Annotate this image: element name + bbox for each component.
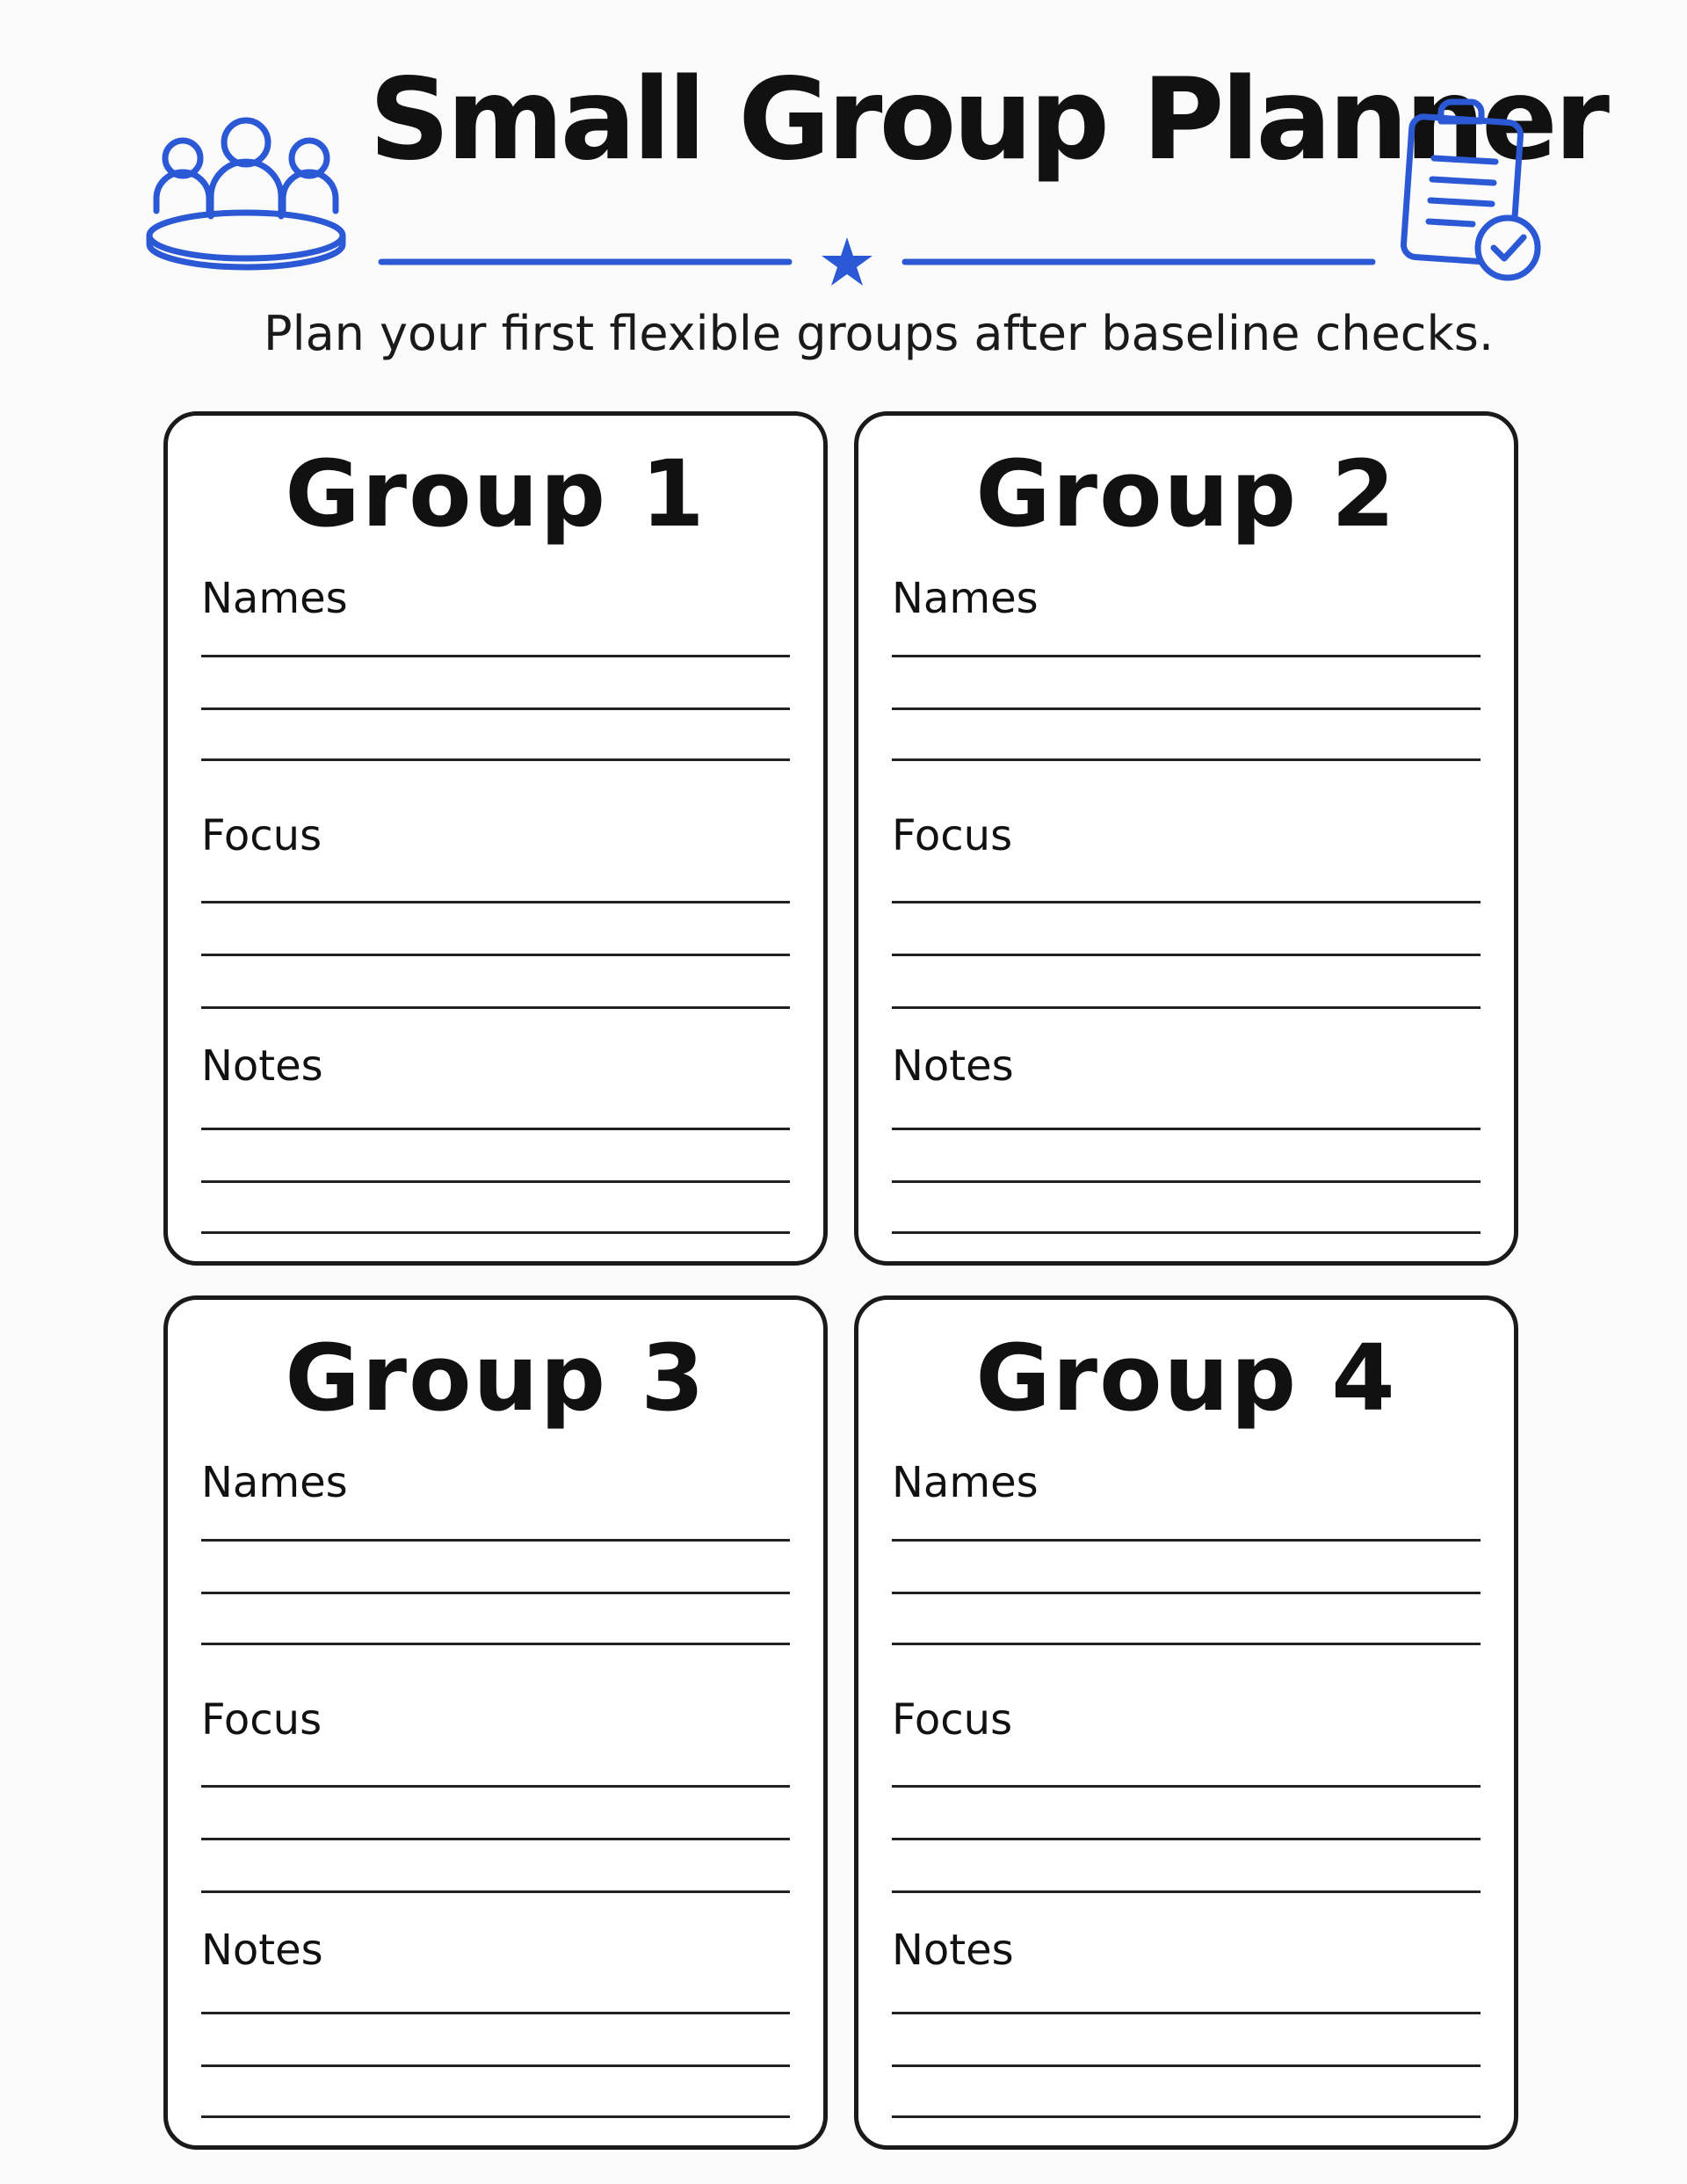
names-label: Names (892, 1458, 1039, 1507)
page-title: Small Group Planner (369, 54, 1606, 185)
focus-label: Focus (201, 811, 322, 860)
focus-line[interactable] (201, 954, 790, 956)
focus-label: Focus (892, 1695, 1013, 1745)
notes-label: Notes (201, 1041, 323, 1091)
names-line[interactable] (892, 1643, 1481, 1645)
names-line[interactable] (892, 655, 1481, 657)
focus-line[interactable] (201, 1785, 790, 1788)
names-line[interactable] (892, 758, 1481, 761)
names-label: Names (201, 1458, 348, 1507)
names-line[interactable] (201, 655, 790, 657)
group-card-3 (163, 1295, 828, 2150)
people-group-icon (141, 104, 351, 271)
names-label: Names (201, 574, 348, 623)
notes-line[interactable] (201, 1180, 790, 1183)
names-line[interactable] (892, 707, 1481, 710)
group-title: Group 3 (285, 1324, 706, 1432)
focus-line[interactable] (201, 1838, 790, 1840)
focus-line[interactable] (892, 1890, 1481, 1893)
notes-line[interactable] (201, 2115, 790, 2118)
focus-line[interactable] (892, 1785, 1481, 1788)
focus-line[interactable] (201, 901, 790, 903)
focus-line[interactable] (892, 1838, 1481, 1840)
clipboard-check-icon (1397, 95, 1546, 288)
names-line[interactable] (201, 1592, 790, 1594)
notes-line[interactable] (892, 2012, 1481, 2014)
group-title: Group 2 (975, 440, 1397, 548)
notes-line[interactable] (201, 1128, 790, 1130)
notes-line[interactable] (201, 1231, 790, 1234)
notes-line[interactable] (892, 2115, 1481, 2118)
notes-label: Notes (892, 1041, 1014, 1091)
notes-label: Notes (892, 1926, 1014, 1975)
names-line[interactable] (892, 1592, 1481, 1594)
focus-line[interactable] (201, 1890, 790, 1893)
group-card-2 (854, 411, 1518, 1266)
names-line[interactable] (201, 758, 790, 761)
focus-line[interactable] (892, 954, 1481, 956)
focus-line[interactable] (201, 1006, 790, 1009)
group-title: Group 4 (975, 1324, 1397, 1432)
names-line[interactable] (201, 707, 790, 710)
group-card-4 (854, 1295, 1518, 2150)
group-title: Group 1 (285, 440, 706, 548)
names-label: Names (892, 574, 1039, 623)
focus-label: Focus (201, 1695, 322, 1745)
notes-line[interactable] (201, 2012, 790, 2014)
notes-line[interactable] (892, 2064, 1481, 2067)
notes-line[interactable] (201, 2064, 790, 2067)
page-subtitle: Plan your first flexible groups after baseline checks. (264, 306, 1495, 361)
title-divider (378, 237, 1379, 290)
names-line[interactable] (892, 1539, 1481, 1542)
notes-line[interactable] (892, 1128, 1481, 1130)
focus-line[interactable] (892, 1006, 1481, 1009)
names-line[interactable] (201, 1643, 790, 1645)
notes-label: Notes (201, 1926, 323, 1975)
focus-label: Focus (892, 811, 1013, 860)
star-icon (822, 237, 872, 286)
focus-line[interactable] (892, 901, 1481, 903)
names-line[interactable] (201, 1539, 790, 1542)
group-card-1 (163, 411, 828, 1266)
notes-line[interactable] (892, 1180, 1481, 1183)
notes-line[interactable] (892, 1231, 1481, 1234)
